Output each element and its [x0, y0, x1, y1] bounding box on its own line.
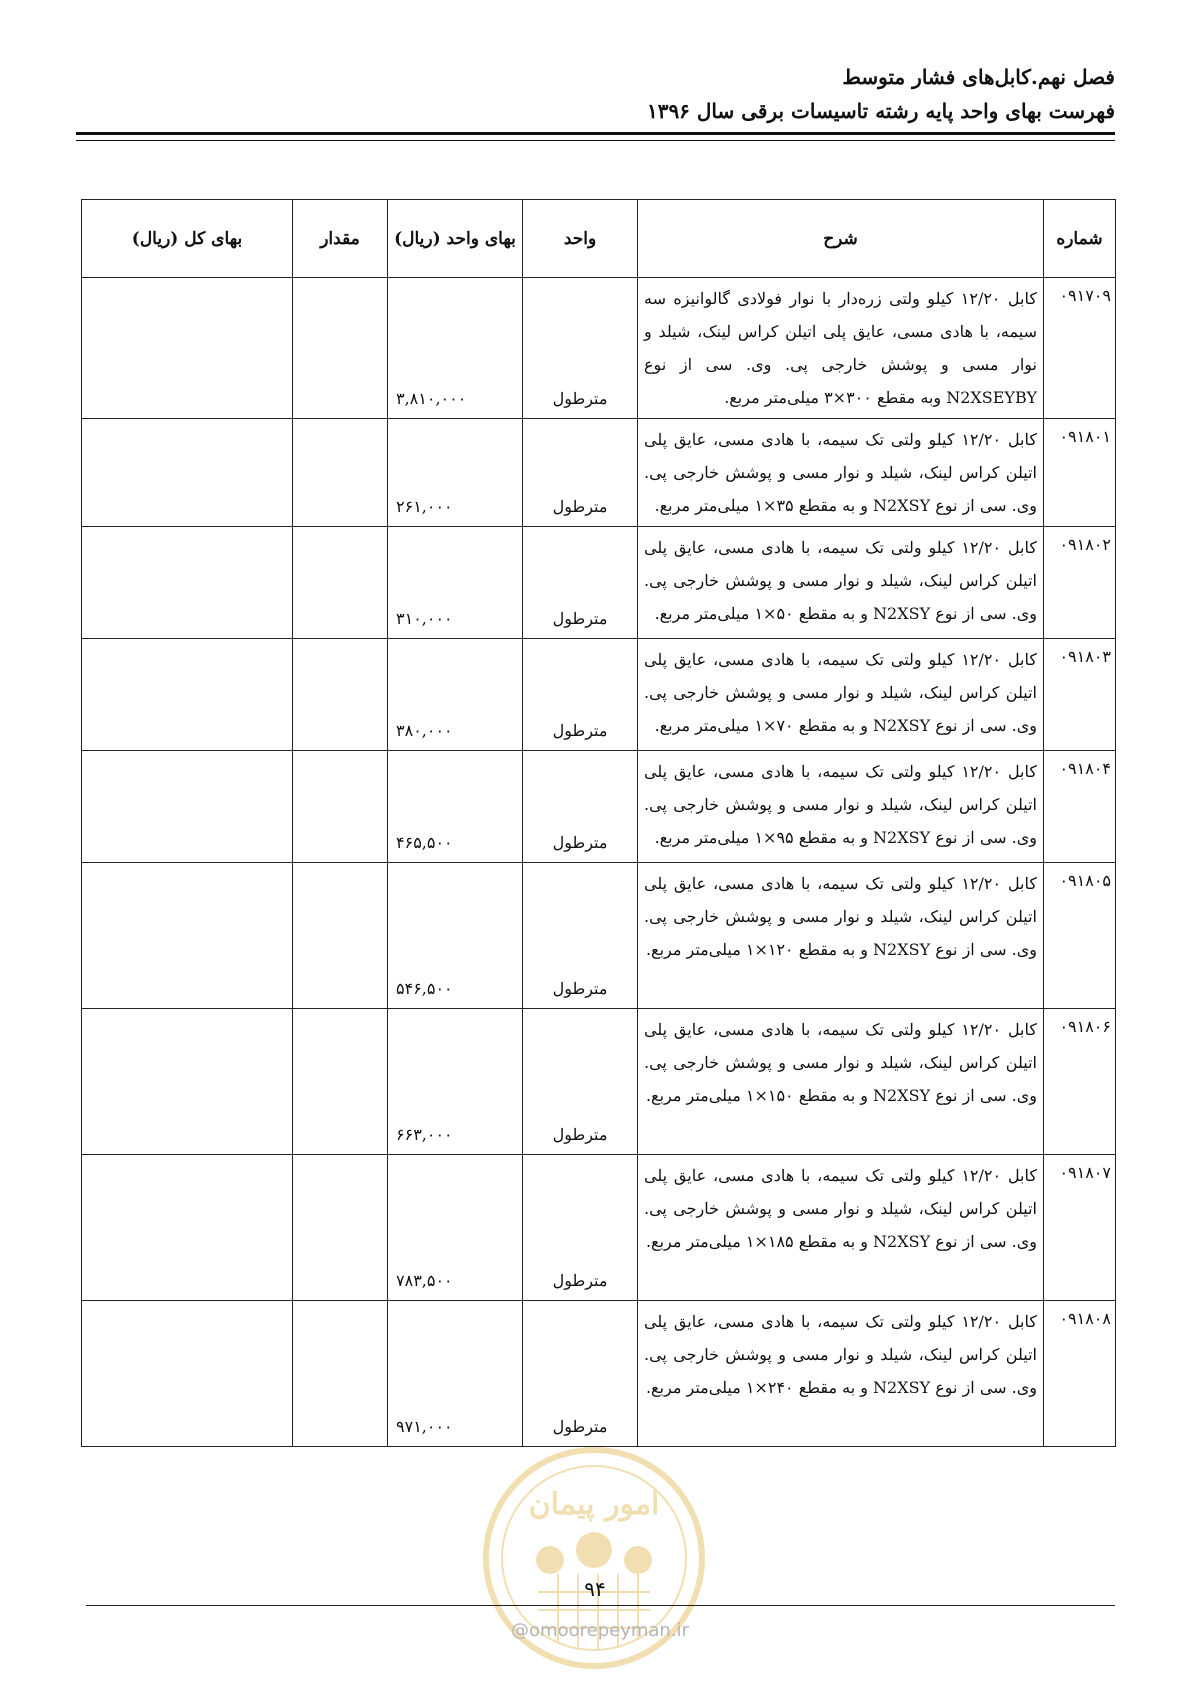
watermark-text: امور پیمان: [528, 1487, 660, 1522]
item-quantity: [293, 639, 388, 751]
chapter-title: فصل نهم.کابل‌های فشار متوسط: [842, 65, 1115, 89]
item-quantity: [293, 1009, 388, 1155]
table-row: [82, 639, 1116, 751]
item-unit-price: ۲۶۱,۰۰۰: [388, 419, 523, 527]
item-total-price: [82, 863, 293, 1009]
table-row: [82, 527, 1116, 639]
item-quantity: [293, 419, 388, 527]
item-quantity: [293, 1301, 388, 1447]
item-unit: مترطول: [523, 639, 638, 751]
table-row: [82, 1301, 1116, 1447]
header-divider: [76, 132, 1115, 141]
item-total-price: [82, 1155, 293, 1301]
column-header-total-price: بهای کل (ریال): [82, 200, 293, 278]
item-unit-price: ۴۶۵,۵۰۰: [388, 751, 523, 863]
item-code: ۰۹۱۸۰۶: [1044, 1009, 1116, 1155]
table-row: [82, 278, 1116, 419]
item-code: ۰۹۱۸۰۳: [1044, 639, 1116, 751]
item-code: ۰۹۱۸۰۱: [1044, 419, 1116, 527]
item-unit: مترطول: [523, 751, 638, 863]
item-unit: مترطول: [523, 278, 638, 419]
list-title: فهرست بهای واحد پایه رشته تاسیسات برقی سال ۱۳۹۶: [646, 99, 1115, 123]
item-code: ۰۹۱۸۰۵: [1044, 863, 1116, 1009]
item-total-price: [82, 419, 293, 527]
item-unit-price: ۳۱۰,۰۰۰: [388, 527, 523, 639]
item-total-price: [82, 639, 293, 751]
item-unit-price: ۹۷۱,۰۰۰: [388, 1301, 523, 1447]
item-code: ۰۹۱۸۰۸: [1044, 1301, 1116, 1447]
item-total-price: [82, 1301, 293, 1447]
table-row: [82, 419, 1116, 527]
item-unit: مترطول: [523, 1009, 638, 1155]
item-unit: مترطول: [523, 1301, 638, 1447]
item-description: کابل ۱۲/۲۰ کیلو ولتی تک سیمه، با هادی مسی، عایق پلی اتیلن کراس لینک، شیلد و نوار مسی و پوشش خارجی پی. وی. سی از نوع N2XSY و به مقطع ۱۲۰×۱ میلی‌متر مربع.: [638, 863, 1044, 1009]
price-table: [81, 199, 1116, 1447]
item-total-price: [82, 278, 293, 419]
item-description: کابل ۱۲/۲۰ کیلو ولتی تک سیمه، با هادی مسی، عایق پلی اتیلن کراس لینک، شیلد و نوار مسی و پوشش خارجی پی. وی. سی از نوع N2XSY و به مقطع ۹۵×۱ میلی‌متر مربع.: [638, 751, 1044, 863]
item-description: کابل ۱۲/۲۰ کیلو ولتی تک سیمه، با هادی مسی، عایق پلی اتیلن کراس لینک، شیلد و نوار مسی و پوشش خارجی پی. وی. سی از نوع N2XSY و به مقطع ۲۴۰×۱ میلی‌متر مربع.: [638, 1301, 1044, 1447]
item-description: کابل ۱۲/۲۰ کیلو ولتی تک سیمه، با هادی مسی، عایق پلی اتیلن کراس لینک، شیلد و نوار مسی و پوشش خارجی پی. وی. سی از نوع N2XSY و به مقطع ۱۵۰×۱ میلی‌متر مربع.: [638, 1009, 1044, 1155]
page-header: [76, 60, 1115, 128]
column-header-description: شرح: [638, 200, 1044, 278]
item-unit: مترطول: [523, 527, 638, 639]
page-number: ۹۴: [584, 1577, 606, 1601]
item-code: ۰۹۱۷۰۹: [1044, 278, 1116, 419]
footer-divider: [86, 1605, 1115, 1606]
item-description: کابل ۱۲/۲۰ کیلو ولتی تک سیمه، با هادی مسی، عایق پلی اتیلن کراس لینک، شیلد و نوار مسی و پوشش خارجی پی. وی. سی از نوع N2XSY و به مقطع ۵۰×۱ میلی‌متر مربع.: [638, 527, 1044, 639]
gear-icon: [536, 1532, 652, 1574]
table-row: [82, 1155, 1116, 1301]
item-total-price: [82, 527, 293, 639]
table-header-row: [82, 200, 1116, 278]
column-header-quantity: مقدار: [293, 200, 388, 278]
item-unit-price: ۳۸۰,۰۰۰: [388, 639, 523, 751]
item-code: ۰۹۱۸۰۷: [1044, 1155, 1116, 1301]
column-header-code: شماره: [1044, 200, 1116, 278]
item-unit: مترطول: [523, 1155, 638, 1301]
table-row: [82, 1009, 1116, 1155]
item-quantity: [293, 527, 388, 639]
table-row: [82, 863, 1116, 1009]
item-quantity: [293, 863, 388, 1009]
item-description: کابل ۱۲/۲۰ کیلو ولتی تک سیمه، با هادی مسی، عایق پلی اتیلن کراس لینک، شیلد و نوار مسی و پوشش خارجی پی. وی. سی از نوع N2XSY و به مقطع ۳۵×۱ میلی‌متر مربع.: [638, 419, 1044, 527]
item-code: ۰۹۱۸۰۲: [1044, 527, 1116, 639]
site-credit: @omoorepeyman.ir: [511, 1620, 689, 1641]
item-total-price: [82, 751, 293, 863]
item-quantity: [293, 278, 388, 419]
item-quantity: [293, 751, 388, 863]
item-code: ۰۹۱۸۰۴: [1044, 751, 1116, 863]
item-unit-price: ۶۶۳,۰۰۰: [388, 1009, 523, 1155]
item-unit-price: ۵۴۶,۵۰۰: [388, 863, 523, 1009]
column-header-unit: واحد: [523, 200, 638, 278]
item-quantity: [293, 1155, 388, 1301]
item-description: کابل ۱۲/۲۰ کیلو ولتی تک سیمه، با هادی مسی، عایق پلی اتیلن کراس لینک، شیلد و نوار مسی و پوشش خارجی پی. وی. سی از نوع N2XSY و به مقطع ۱۸۵×۱ میلی‌متر مربع.: [638, 1155, 1044, 1301]
item-unit-price: ۷۸۳,۵۰۰: [388, 1155, 523, 1301]
table-row: [82, 751, 1116, 863]
item-description: کابل ۱۲/۲۰ کیلو ولتی زره‌دار با نوار فولادی گالوانیزه سه سیمه، با هادی مسی، عایق پلی اتیلن کراس لینک، شیلد و نوار مسی و پوشش خارجی پی. وی. سی از نوع N2XSEYBY وبه مقطع ۳۰۰×۳ میلی‌متر مربع.: [638, 278, 1044, 419]
column-header-unit-price: بهای واحد (ریال): [388, 200, 523, 278]
item-total-price: [82, 1009, 293, 1155]
item-unit: مترطول: [523, 863, 638, 1009]
item-unit: مترطول: [523, 419, 638, 527]
item-description: کابل ۱۲/۲۰ کیلو ولتی تک سیمه، با هادی مسی، عایق پلی اتیلن کراس لینک، شیلد و نوار مسی و پوشش خارجی پی. وی. سی از نوع N2XSY و به مقطع ۷۰×۱ میلی‌متر مربع.: [638, 639, 1044, 751]
item-unit-price: ۳,۸۱۰,۰۰۰: [388, 278, 523, 419]
